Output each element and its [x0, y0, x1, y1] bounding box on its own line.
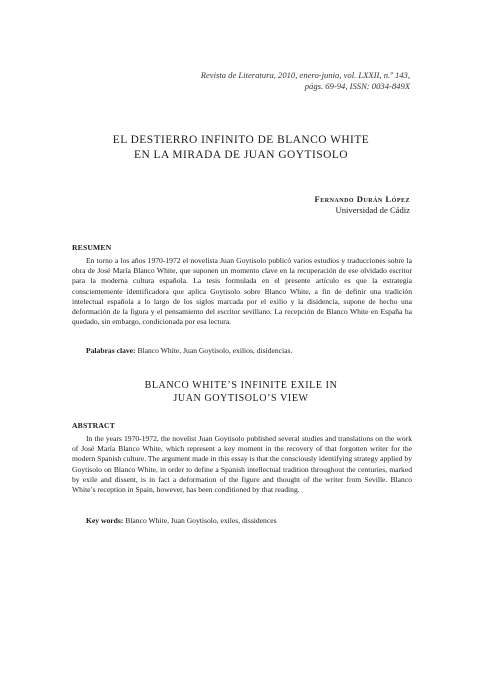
resumen-keywords-label: Palabras clave: [86, 346, 136, 355]
resumen-keywords [86, 346, 416, 356]
citation-line-2: págs. 69-94, ISSN: 0034-849X [304, 81, 410, 91]
abstract-keywords-label: Key words: [86, 516, 124, 525]
title-line-1: EL DESTIERRO INFINITO DE BLANCO WHITE [112, 134, 370, 146]
author-affiliation: Universidad de Cádiz [335, 205, 410, 215]
english-title [0, 379, 482, 405]
resumen-text: En torno a los años 1970-1972 el novelista Juan Goytisolo publicó varios estudios y traducciones sobre la obra de José María Blanco White, que suponen un momento clave en la recuperación de ese olvidado escritor para la moderna cultura española. La tesis formulada en el presente artículo es que la estrategia conscientemente identificadora que aplica Goytisolo sobre Blanco White, a fin de definir una tradición intelectual española a lo largo de los siglos marcada por el exilio y la disidencia, supone de hecho una deformación de la figura y el pensamiento del escritor sevillano. La recepción de Blanco White en España ha quedado, sin embargo, condicionada por esa lectura. [72, 256, 412, 327]
citation-line-1: Revista de Literatura, 2010, enero-junio, vol. LXXII, n.º 143, [200, 70, 410, 80]
resumen-heading: RESUMEN [72, 243, 112, 252]
english-title-line-1: BLANCO WHITE’S INFINITE EXILE IN [144, 380, 338, 391]
author-block [315, 194, 411, 216]
abstract-text: In the years 1970-1972, the novelist Juan Goytisolo published several studies and translations on the work of José María Blanco White, which represent a key moment in the recovery of that forgotten writer for the modern Spanish culture. The argument made in this essay is that the consciously identifying strategy applied by Goytisolo on Blanco White, in order to define a Spanish intellectual tradition throughout the centuries, marked by exile and dissent, is in fact a deformation of the figure and thought of the writer from Seville. Blanco White’s reception in Spain, however, has been conditioned by that reading. [72, 434, 412, 495]
abstract-keywords [86, 516, 416, 526]
title-line-2: EN LA MIRADA DE JUAN GOYTISOLO [133, 149, 348, 161]
resumen-keywords-text: Blanco White, Juan Goytisolo, exilios, disidencias. [137, 346, 293, 355]
abstract-heading: ABSTRACT [72, 421, 115, 430]
abstract-keywords-text: Blanco White, Juan Goytisolo, exiles, dissidences [125, 516, 277, 525]
english-title-line-2: JUAN GOYTISOLO’S VIEW [173, 393, 309, 404]
author-name: Fernando Durán López [314, 194, 410, 204]
article-title [0, 133, 482, 163]
journal-citation [201, 70, 410, 92]
